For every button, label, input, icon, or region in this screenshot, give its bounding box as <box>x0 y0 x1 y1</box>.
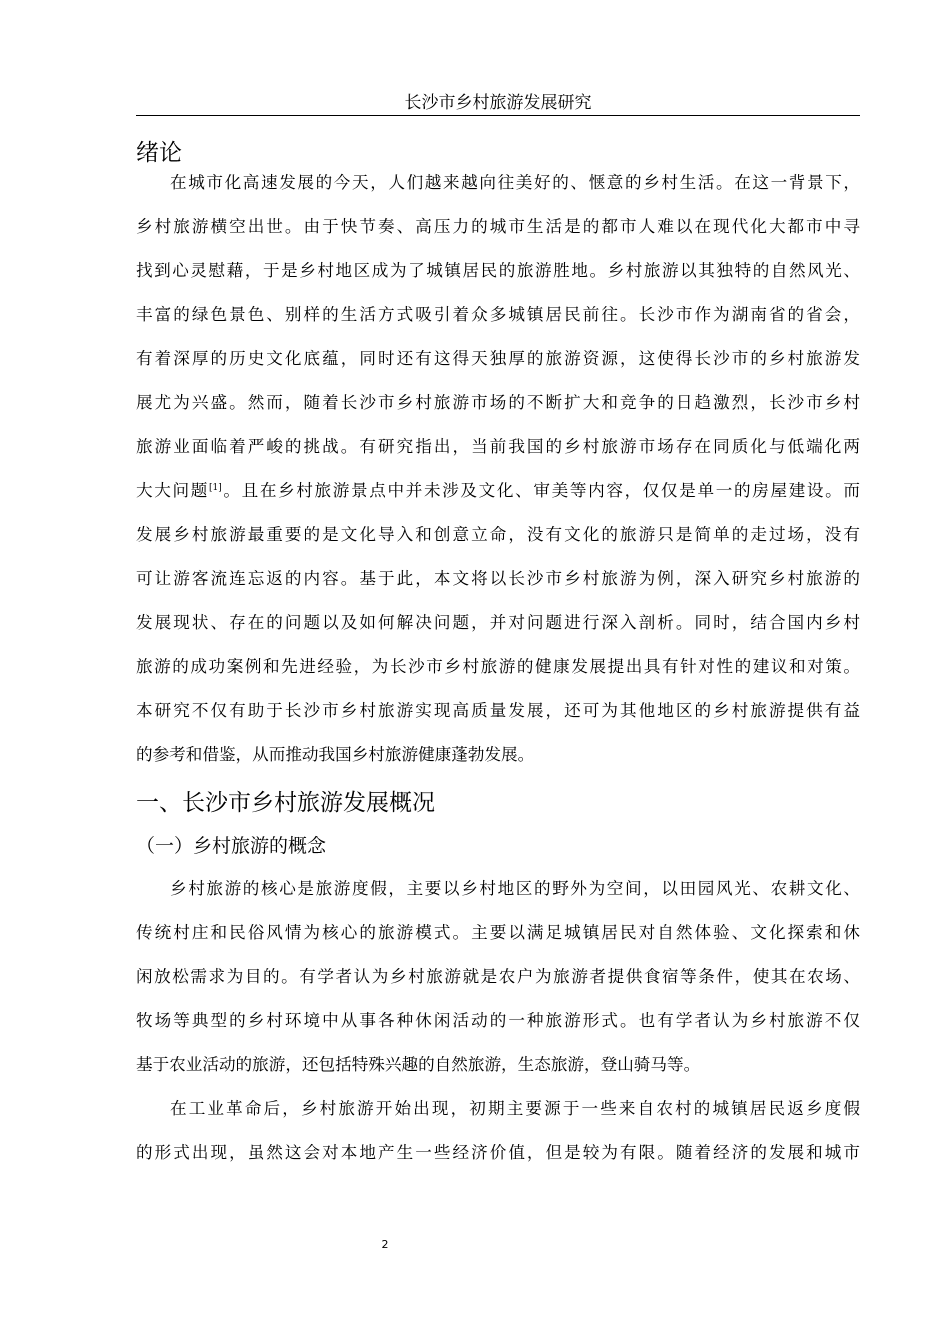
text-line: 牧场等典型的乡村环境中从事各种休闲活动的一种旅游形式。也有学者认为乡村旅游不仅 <box>136 1011 860 1030</box>
text-line: 本研究不仅有助于长沙市乡村旅游实现高质量发展，还可为其他地区的乡村旅游提供有益 <box>136 701 860 720</box>
citation-ref: [1] <box>208 483 222 493</box>
text-line: 旅游业面临着严峻的挑战。有研究指出，当前我国的乡村旅游市场存在同质化与低端化两 <box>136 437 860 456</box>
text-line: 传统村庄和民俗风情为核心的旅游模式。主要以满足城镇居民对自然体验、文化探索和休 <box>136 923 860 942</box>
text-line: 找到心灵慰藉，于是乡村地区成为了城镇居民的旅游胜地。乡村旅游以其独特的自然风光、 <box>136 261 860 280</box>
text-line: 在城市化高速发展的今天，人们越来越向往美好的、惬意的乡村生活。在这一背景下， <box>170 173 860 192</box>
text-line-with-citation <box>136 480 860 502</box>
text-line: 丰富的绿色景色、别样的生活方式吸引着众多城镇居民前往。长沙市作为湖南省的省会， <box>136 305 860 324</box>
text-line: 可让游客流连忘返的内容。基于此，本文将以长沙市乡村旅游为例，深入研究乡村旅游的 <box>136 569 860 588</box>
chapter-heading: 一、长沙市乡村旅游发展概况 <box>136 790 435 816</box>
text-line: 乡村旅游横空出世。由于快节奏、高压力的城市生活是的都市人难以在现代化大都市中寻 <box>136 217 860 236</box>
text-line: 展尤为兴盛。然而，随着长沙市乡村旅游市场的不断扩大和竞争的日趋激烈，长沙市乡村 <box>136 393 860 412</box>
text-line: 基于农业活动的旅游，还包括特殊兴趣的自然旅游，生态旅游，登山骑马等。 <box>136 1055 701 1074</box>
text-line: 发展乡村旅游最重要的是文化导入和创意立命，没有文化的旅游只是简单的走过场，没有 <box>136 525 860 544</box>
text-line: 闲放松需求为目的。有学者认为乡村旅游就是农户为旅游者提供食宿等条件，使其在农场、 <box>136 967 860 986</box>
header-rule <box>136 115 860 116</box>
subsection-heading: （一）乡村旅游的概念 <box>136 835 327 857</box>
text-line: 在工业革命后，乡村旅游开始出现，初期主要源于一些来自农村的城镇居民返乡度假 <box>170 1099 860 1118</box>
text-line: 的形式出现，虽然这会对本地产生一些经济价值，但是较为有限。随着经济的发展和城市 <box>136 1143 860 1162</box>
line-text-before: 大大问题 <box>136 481 209 500</box>
text-line: 旅游的成功案例和先进经验，为长沙市乡村旅游的健康发展提出具有针对性的建议和对策。 <box>136 657 860 676</box>
text-line: 的参考和借鉴，从而推动我国乡村旅游健康蓬勃发展。 <box>136 745 535 764</box>
text-line: 发展现状、存在的问题以及如何解决问题，并对问题进行深入剖析。同时，结合国内乡村 <box>136 613 860 632</box>
running-header: 长沙市乡村旅游发展研究 <box>404 93 592 113</box>
text-line: 乡村旅游的核心是旅游度假，主要以乡村地区的野外为空间，以田园风光、农耕文化、 <box>170 879 860 898</box>
intro-heading: 绪论 <box>136 140 182 166</box>
page-number: 2 <box>381 1238 389 1251</box>
text-line: 有着深厚的历史文化底蕴，同时还有这得天独厚的旅游资源，这使得长沙市的乡村旅游发 <box>136 349 860 368</box>
line-text-after: 。且在乡村旅游景点中并未涉及文化、审美等内容，仅仅是单一的房屋建设。而 <box>221 481 861 500</box>
